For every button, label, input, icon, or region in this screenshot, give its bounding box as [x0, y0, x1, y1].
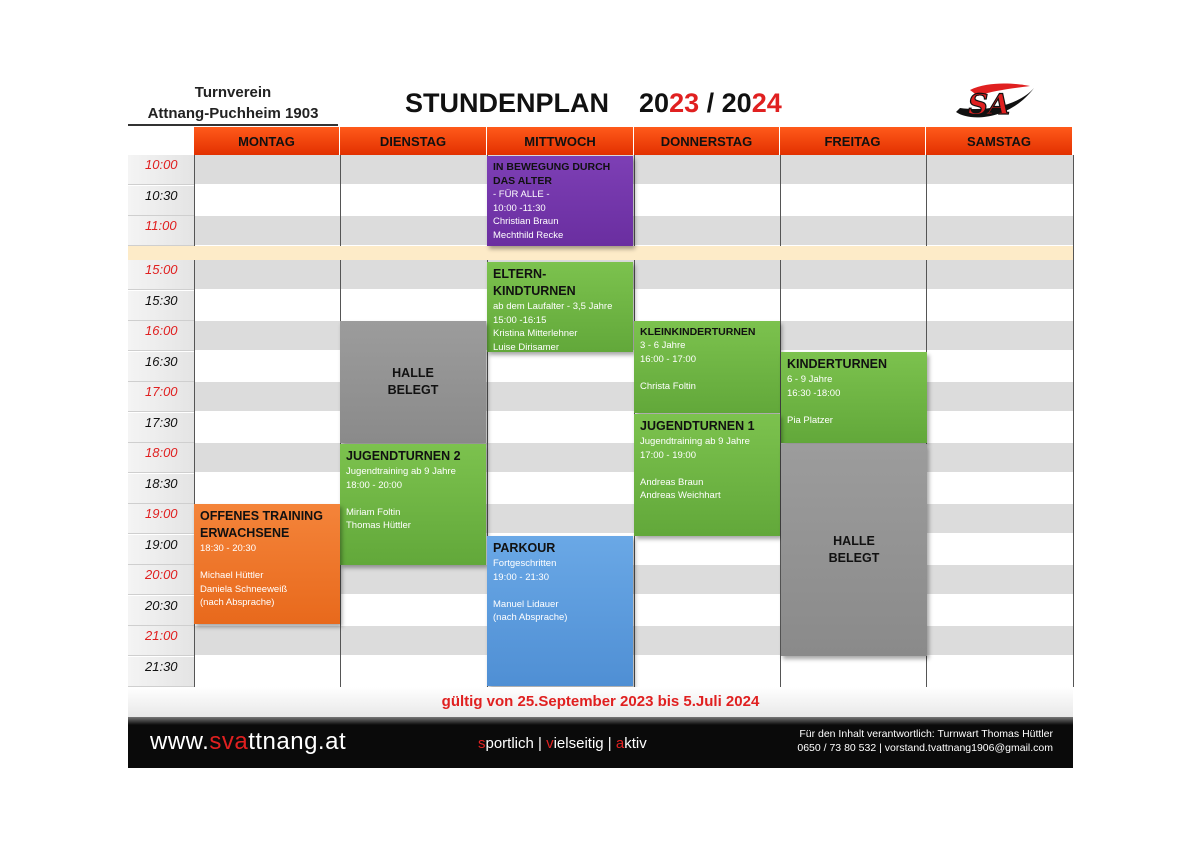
event-title: IN BEWEGUNG DURCH DAS ALTER — [493, 161, 611, 187]
title-year1-b: 23 — [669, 88, 700, 118]
day-header-montag: MONTAG — [194, 127, 340, 155]
time-label: 16:00 — [128, 321, 194, 351]
time-label: 17:30 — [128, 413, 194, 443]
title-sep: / — [699, 88, 722, 118]
event-line: Pia Platzer — [787, 414, 833, 426]
event-line: Miriam Foltin — [346, 506, 401, 518]
day-header-donnerstag: DONNERSTAG — [634, 127, 780, 155]
event-line — [346, 492, 480, 506]
event-line: 15:00 -16:15 — [493, 314, 547, 326]
event-line — [493, 584, 627, 598]
motto-initial: a — [615, 735, 625, 752]
event-line — [640, 462, 774, 476]
footer-shade — [128, 717, 1073, 725]
event-jugendturnen-2[interactable] — [340, 444, 486, 565]
event-line — [200, 556, 334, 570]
event-line: 19:00 - 21:30 — [493, 571, 549, 583]
event-line: Andreas Braun — [640, 476, 704, 488]
time-label: 21:30 — [128, 657, 194, 687]
event-title: JUGENDTURNEN 2 — [346, 449, 461, 463]
event-title: ERWACHSENE — [200, 526, 290, 540]
time-label: 18:00 — [128, 443, 194, 473]
web-red: sva — [209, 728, 249, 755]
event-offenes-training[interactable] — [194, 504, 340, 624]
event-title: HALLE — [833, 534, 875, 548]
event-line: 16:30 -18:00 — [787, 387, 841, 399]
time-label: 15:00 — [128, 260, 194, 290]
event-title: KLEINKINDERTURNEN — [640, 326, 756, 338]
column-divider — [1073, 155, 1074, 687]
time-label: 18:30 — [128, 474, 194, 504]
event-line: 10:00 -11:30 — [493, 202, 546, 214]
website-link[interactable] — [150, 728, 346, 756]
day-header-samstag: SAMSTAG — [926, 127, 1073, 155]
logo-text: SA — [968, 88, 1010, 121]
event-title: KINDERTURNEN — [787, 357, 887, 371]
event-line: (nach Absprache) — [200, 597, 275, 608]
event-kleinkinderturnen[interactable] — [634, 321, 780, 413]
event-line: 16:00 - 17:00 — [640, 353, 696, 365]
motto-word: ielseitig — [553, 735, 604, 752]
club-logo-icon — [950, 82, 1036, 122]
club-name-line2: Attnang-Puchheim 1903 — [147, 105, 319, 122]
time-label: 11:00 — [128, 216, 194, 246]
event-kinderturnen[interactable] — [781, 352, 927, 443]
event-eltern-kindturnen[interactable] — [487, 262, 633, 352]
event-line: ab dem Laufalter - 3,5 Jahre — [493, 301, 613, 312]
time-label: 10:00 — [128, 155, 194, 185]
event-title: JUGENDTURNEN 1 — [640, 419, 755, 433]
event-line: Christian Braun — [493, 216, 559, 227]
title-year1-a: 20 — [639, 88, 670, 118]
event-line: Mechthild Recke — [493, 229, 564, 241]
day-header-dienstag: DIENSTAG — [340, 127, 487, 155]
club-name-line1: Turnverein — [194, 84, 272, 101]
event-title: PARKOUR — [493, 541, 556, 555]
motto-sep: | — [533, 735, 547, 752]
event-jugendturnen-1[interactable] — [634, 414, 780, 536]
time-label: 21:00 — [128, 626, 194, 656]
event-line: (nach Absprache) — [493, 612, 568, 623]
event-line: Manuel Lidauer — [493, 598, 559, 610]
event-line: Kristina Mitterlehner — [493, 328, 578, 339]
time-label: 20:30 — [128, 596, 194, 626]
event-halle-belegt-freitag[interactable] — [781, 444, 927, 656]
motto-initial: s — [478, 735, 486, 752]
event-line: Thomas Hüttler — [346, 520, 411, 531]
web-suffix: ttnang.at — [248, 728, 347, 755]
day-header-mittwoch: MITTWOCH — [487, 127, 634, 155]
event-title: BELEGT — [387, 383, 439, 397]
event-line: - FÜR ALLE - — [493, 189, 550, 200]
event-title: HALLE — [392, 366, 434, 380]
contact-info — [797, 727, 1053, 755]
event-line: Daniela Schneeweiß — [200, 583, 288, 595]
club-underline — [128, 124, 338, 126]
event-line: 6 - 9 Jahre — [787, 374, 833, 385]
motto-initial: v — [546, 735, 554, 752]
time-label: 17:00 — [128, 382, 194, 412]
contact-line1: Für den Inhalt verantwortlich: Turnwart Thomas Hüttler — [799, 728, 1053, 740]
event-line: 18:30 - 20:30 — [200, 543, 256, 554]
day-header-freitag: FREITAG — [780, 127, 926, 155]
time-label: 19:00 — [128, 504, 194, 534]
time-label: 19:00 — [128, 535, 194, 565]
motto — [478, 735, 647, 752]
event-line: Jugendtraining ab 9 Jahre — [346, 466, 456, 477]
motto-sep: | — [603, 735, 616, 752]
motto-word: portlich — [485, 735, 534, 752]
time-label: 15:30 — [128, 291, 194, 321]
event-line — [640, 366, 774, 380]
event-line: 3 - 6 Jahre — [640, 340, 686, 351]
event-line: Jugendtraining ab 9 Jahre — [640, 436, 750, 447]
motto-word: ktiv — [624, 735, 647, 752]
page-title — [405, 88, 782, 119]
club-name — [128, 82, 338, 124]
validity-note: gültig von 25.September 2023 bis 5.Juli 2024 — [128, 687, 1073, 717]
event-line: Michael Hüttler — [200, 570, 264, 581]
event-line — [787, 400, 921, 414]
time-label: 16:30 — [128, 352, 194, 382]
event-halle-belegt-dienstag[interactable] — [340, 321, 486, 443]
event-line: 18:00 - 20:00 — [346, 479, 402, 491]
event-title: ELTERN-KINDTURNEN — [493, 267, 576, 298]
time-label: 10:30 — [128, 186, 194, 216]
title-year2-a: 20 — [721, 88, 752, 118]
title-year2-b: 24 — [751, 88, 782, 118]
web-prefix: www. — [150, 728, 210, 755]
contact-line2: 0650 / 73 80 532 | vorstand.tvattnang1906@gmail.com — [797, 742, 1053, 754]
title-label: STUNDENPLAN — [405, 88, 610, 118]
event-title: BELEGT — [828, 551, 880, 565]
event-in-bewegung[interactable] — [487, 156, 633, 246]
event-line: Andreas Weichhart — [640, 490, 721, 501]
event-line: Fortgeschritten — [493, 558, 557, 569]
event-line: 17:00 - 19:00 — [640, 449, 696, 461]
event-parkour[interactable] — [487, 536, 633, 686]
time-label: 20:00 — [128, 565, 194, 595]
midday-break-band — [128, 246, 1073, 260]
event-line: Luise Dirisamer — [493, 341, 559, 353]
event-title: OFFENES TRAINING — [200, 509, 323, 523]
event-line: Christa Foltin — [640, 380, 696, 392]
